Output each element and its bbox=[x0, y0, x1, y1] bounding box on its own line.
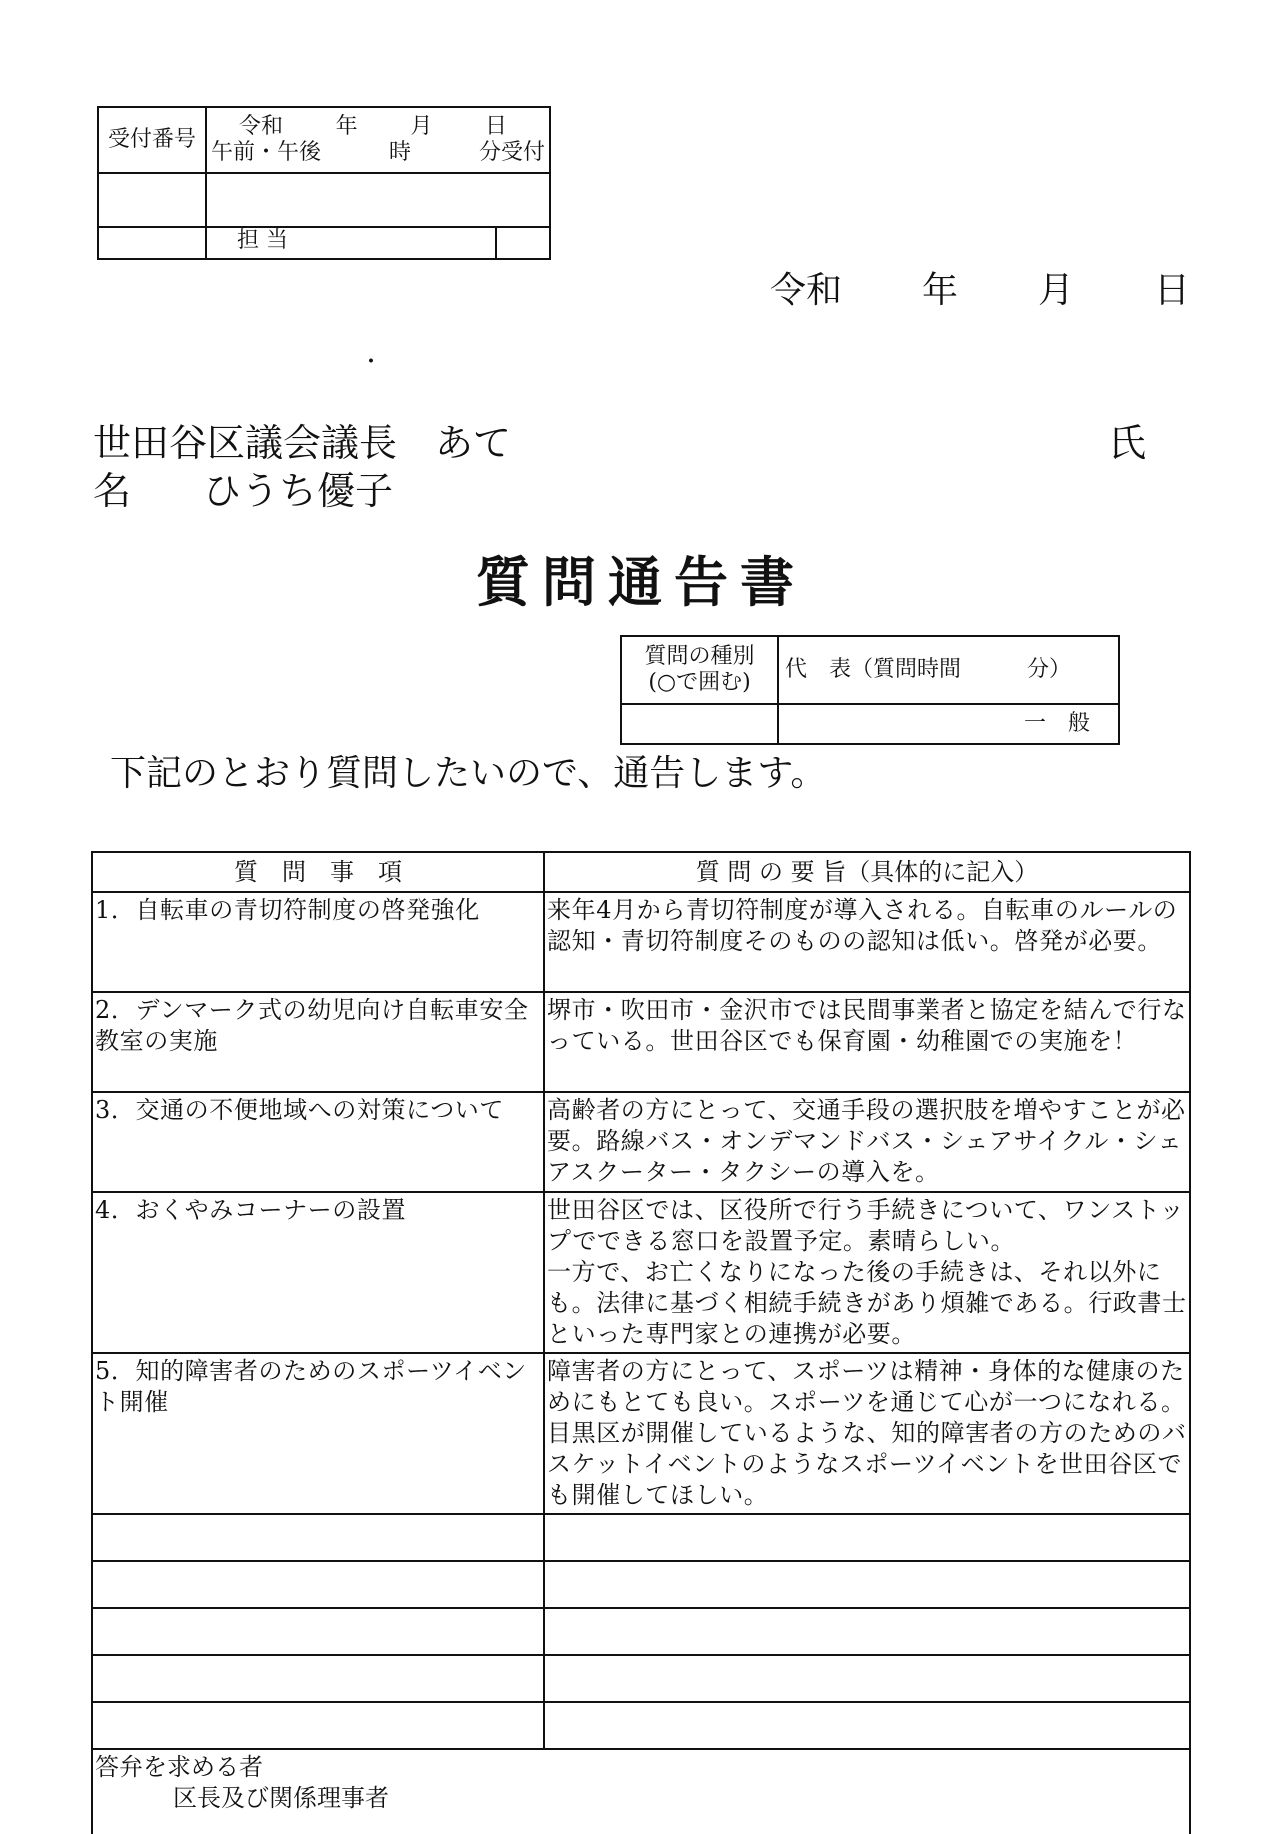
respondent-label: 答弁を求める者 bbox=[95, 1753, 263, 1781]
reception-blank-cell bbox=[98, 227, 206, 259]
empty-row bbox=[92, 1608, 1190, 1655]
question-type-representative: 代 表（質問時間 分） bbox=[778, 636, 1119, 704]
question-summary: 障害者の方にとって、スポーツは精神・身体的な健康のためにもとても良い。スポーツを通じて心が一つになれる。目黒区が開催しているような、知的障害者の方のためのバスケットイベントのようなスポーツイベントを世田谷区でも開催してほしい。 bbox=[544, 1353, 1190, 1514]
header-question-summary: 質 問 の 要 旨（具体的に記入） bbox=[544, 852, 1190, 892]
empty-row bbox=[92, 1655, 1190, 1702]
respondent-value: 区長及び関係理事者 bbox=[173, 1784, 389, 1812]
question-item: 1．自転車の青切符制度の啓発強化 bbox=[92, 892, 544, 992]
question-type-label: 質問の種別 (○で囲む) bbox=[621, 636, 778, 704]
question-summary: 世田谷区では、区役所で行う手続きについて、ワンストップでできる窓口を設置予定。素晴らしい。 一方で、お亡くなりになった後の手続きは、それ以外にも。法律に基づく相続手続きがあり煩雑である。行政書士といった専門家との連携が必要。 bbox=[544, 1192, 1190, 1353]
submission-date: 令和 年 月 日 bbox=[770, 270, 1190, 311]
reception-box bbox=[97, 106, 551, 260]
name-line bbox=[93, 468, 393, 514]
question-item: 2．デンマーク式の幼児向け自転車安全教室の実施 bbox=[92, 992, 544, 1092]
question-summary: 来年4月から青切符制度が導入される。自転車のルールの認知・青切符制度そのものの認知は低い。啓発が必要。 bbox=[544, 892, 1190, 992]
reception-number-field bbox=[98, 173, 206, 227]
name-label-part2: 名 bbox=[93, 469, 132, 513]
reception-number-label: 受付番号 bbox=[98, 107, 206, 173]
reception-datetime bbox=[206, 107, 550, 173]
page-title: 質問通告書 bbox=[476, 550, 806, 614]
respondent-cell bbox=[92, 1749, 1190, 1834]
name-label-part1: 氏 bbox=[1108, 421, 1147, 465]
question-summary: 堺市・吹田市・金沢市では民間事業者と協定を結んで行なっている。世田谷区でも保育園・幼稚園での実施を！ bbox=[544, 992, 1190, 1092]
question-item: 5．知的障害者のためのスポーツイベント開催 bbox=[92, 1353, 544, 1514]
table-row bbox=[92, 1192, 1190, 1353]
question-table bbox=[91, 851, 1191, 1834]
reception-time-line: 午前・午後 時 分受付 bbox=[211, 140, 545, 165]
reception-date-line: 令和 年 月 日 bbox=[239, 114, 507, 139]
addressee: 世田谷区議会議長 あて bbox=[93, 421, 512, 465]
notice-text: 下記のとおり質問したいので、通告します。 bbox=[110, 753, 827, 794]
table-row bbox=[92, 1092, 1190, 1192]
stray-dot: ・ bbox=[360, 350, 383, 375]
question-type-box bbox=[620, 635, 1120, 745]
empty-row bbox=[92, 1514, 1190, 1561]
staff-label: 担 当 bbox=[207, 228, 497, 258]
empty-row bbox=[92, 1561, 1190, 1608]
table-row bbox=[92, 892, 1190, 992]
question-type-blank bbox=[621, 704, 778, 744]
table-row bbox=[92, 1353, 1190, 1514]
question-item: 3．交通の不便地域への対策について bbox=[92, 1092, 544, 1192]
question-summary: 高齢者の方にとって、交通手段の選択肢を増やすことが必要。路線バス・オンデマンドバス・シェアサイクル・シェアスクーター・タクシーの導入を。 bbox=[544, 1092, 1190, 1192]
header-question-item: 質 問 事 項 bbox=[92, 852, 544, 892]
table-row bbox=[92, 992, 1190, 1092]
question-type-general: 一 般 bbox=[778, 704, 1119, 744]
questioner-name: ひうち優子 bbox=[203, 469, 394, 513]
empty-row bbox=[92, 1702, 1190, 1749]
reception-datetime-field bbox=[206, 173, 550, 227]
staff-stamp-cell bbox=[497, 228, 549, 258]
question-item: 4．おくやみコーナーの設置 bbox=[92, 1192, 544, 1353]
respondent-row bbox=[92, 1749, 1190, 1834]
